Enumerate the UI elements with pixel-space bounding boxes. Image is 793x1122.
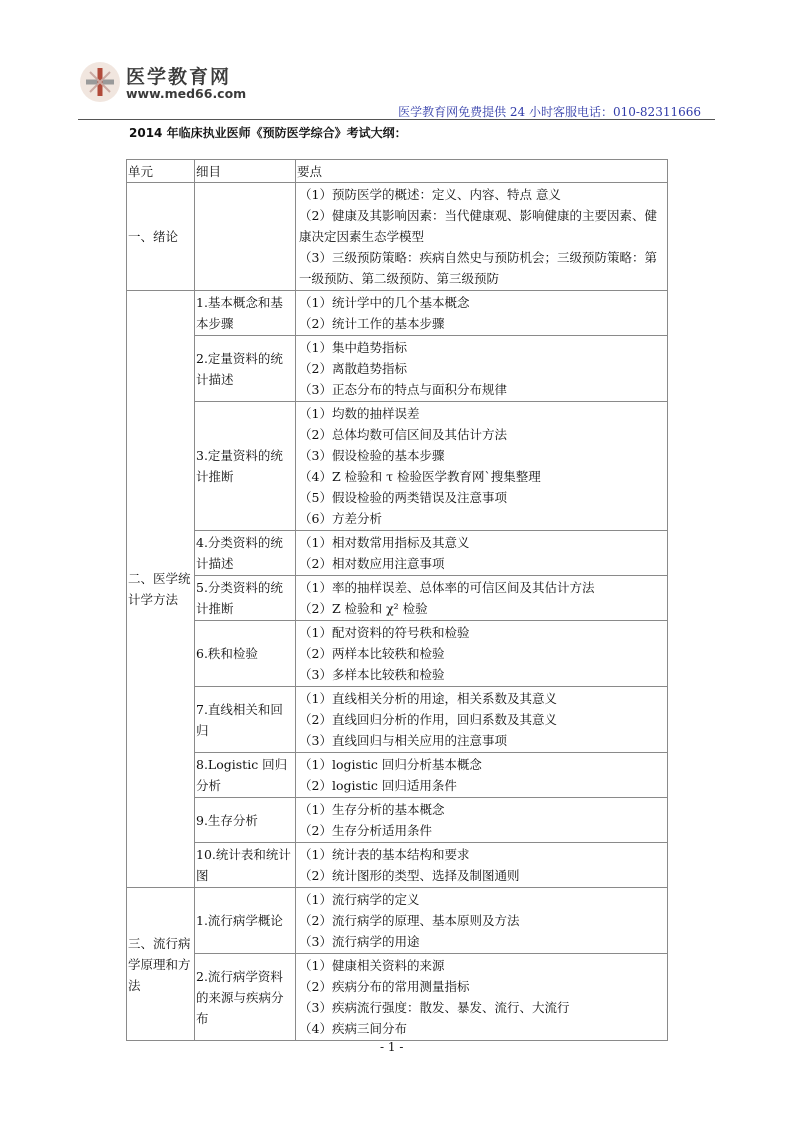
point-item: （2）Z 检验和 χ² 检验 bbox=[299, 601, 428, 616]
points-cell bbox=[296, 843, 668, 888]
point-item: （3）直线回归与相关应用的注意事项 bbox=[299, 733, 507, 748]
point-item: （2）总体均数可信区间及其估计方法 bbox=[299, 427, 507, 442]
points-cell bbox=[296, 183, 668, 291]
points-cell bbox=[296, 954, 668, 1041]
point-item: （2）健康及其影响因素：当代健康观、影响健康的主要因素、健康决定因素生态学模型 bbox=[299, 208, 657, 244]
points-cell bbox=[296, 531, 668, 576]
point-item: （4）疾病三间分布 bbox=[299, 1021, 407, 1036]
detail-cell: 2.流行病学资料的来源与疾病分布 bbox=[195, 954, 296, 1041]
site-url: www.med66.com bbox=[126, 86, 247, 101]
point-item: （2）生存分析适用条件 bbox=[299, 823, 432, 838]
table-row bbox=[127, 291, 668, 336]
detail-cell: 3.定量资料的统计推断 bbox=[195, 402, 296, 531]
point-item: （1）统计学中的几个基本概念 bbox=[299, 295, 470, 310]
unit-cell: 三、流行病学原理和方法 bbox=[127, 888, 195, 1041]
point-item: （3）流行病学的用途 bbox=[299, 934, 420, 949]
points-cell bbox=[296, 291, 668, 336]
point-item: （2）流行病学的原理、基本原则及方法 bbox=[299, 913, 520, 928]
detail-cell: 2.定量资料的统计描述 bbox=[195, 336, 296, 402]
table-row bbox=[127, 753, 668, 798]
table-row bbox=[127, 531, 668, 576]
point-item: （1）健康相关资料的来源 bbox=[299, 958, 445, 973]
medical-cross-logo-icon bbox=[78, 60, 122, 104]
point-item: （6）方差分析 bbox=[299, 511, 382, 526]
detail-cell: 6.秩和检验 bbox=[195, 621, 296, 687]
point-item: （1）率的抽样误差、总体率的可信区间及其估计方法 bbox=[299, 580, 595, 595]
table-row bbox=[127, 888, 668, 954]
points-cell bbox=[296, 798, 668, 843]
point-item: （1）相对数常用指标及其意义 bbox=[299, 535, 470, 550]
unit-cell: 二、医学统计学方法 bbox=[127, 291, 195, 888]
point-item: （2）统计工作的基本步骤 bbox=[299, 316, 445, 331]
point-item: （3）多样本比较秩和检验 bbox=[299, 667, 445, 682]
table-row bbox=[127, 576, 668, 621]
points-cell bbox=[296, 402, 668, 531]
table-header-row bbox=[127, 160, 668, 183]
point-item: （1）logistic 回归分析基本概念 bbox=[299, 757, 482, 772]
detail-cell: 10.统计表和统计图 bbox=[195, 843, 296, 888]
detail-cell: 7.直线相关和回归 bbox=[195, 687, 296, 753]
page-number: - 1 - bbox=[380, 1040, 404, 1054]
table-row bbox=[127, 954, 668, 1041]
detail-cell: 9.生存分析 bbox=[195, 798, 296, 843]
point-item: （2）logistic 回归适用条件 bbox=[299, 778, 457, 793]
points-cell bbox=[296, 888, 668, 954]
point-item: （2）直线回归分析的作用，回归系数及其意义 bbox=[299, 712, 557, 727]
point-item: （1）生存分析的基本概念 bbox=[299, 802, 445, 817]
point-item: （3）假设检验的基本步骤 bbox=[299, 448, 445, 463]
point-item: （2）疾病分布的常用测量指标 bbox=[299, 979, 470, 994]
detail-cell: 1.流行病学概论 bbox=[195, 888, 296, 954]
point-item: （3）三级预防策略：疾病自然史与预防机会；三级预防策略：第一级预防、第二级预防、第三级预防 bbox=[299, 250, 657, 286]
points-cell bbox=[296, 687, 668, 753]
point-item: （1）集中趋势指标 bbox=[299, 340, 407, 355]
table-row bbox=[127, 183, 668, 291]
site-logo bbox=[78, 58, 258, 108]
syllabus-table bbox=[126, 159, 668, 1041]
points-cell bbox=[296, 336, 668, 402]
point-item: （2）两样本比较秩和检验 bbox=[299, 646, 445, 661]
point-item: （1）统计表的基本结构和要求 bbox=[299, 847, 470, 862]
detail-cell: 5.分类资料的统计推断 bbox=[195, 576, 296, 621]
column-header: 单元 bbox=[127, 160, 195, 183]
header-contact: 医学教育网免费提供 24 小时客服电话：010-82311666 bbox=[398, 105, 701, 119]
document-title: 2014 年临床执业医师《预防医学综合》考试大纲： bbox=[129, 126, 407, 140]
detail-cell: 1.基本概念和基本步骤 bbox=[195, 291, 296, 336]
table-row bbox=[127, 621, 668, 687]
point-item: （1）配对资料的符号秩和检验 bbox=[299, 625, 470, 640]
header-divider bbox=[78, 119, 715, 120]
point-item: （2）统计图形的类型、选择及制图通则 bbox=[299, 868, 520, 883]
points-cell bbox=[296, 621, 668, 687]
point-item: （2）离散趋势指标 bbox=[299, 361, 407, 376]
detail-cell: 8.Logistic 回归分析 bbox=[195, 753, 296, 798]
point-item: （1）流行病学的定义 bbox=[299, 892, 420, 907]
unit-cell: 一、绪论 bbox=[127, 183, 195, 291]
point-item: （4）Z 检验和 τ 检验医学教育网`搜集整理 bbox=[299, 469, 541, 484]
points-cell bbox=[296, 576, 668, 621]
column-header: 细目 bbox=[195, 160, 296, 183]
detail-cell: 4.分类资料的统计描述 bbox=[195, 531, 296, 576]
point-item: （2）相对数应用注意事项 bbox=[299, 556, 445, 571]
column-header: 要点 bbox=[296, 160, 668, 183]
table-row bbox=[127, 402, 668, 531]
detail-cell bbox=[195, 183, 296, 291]
table-row bbox=[127, 798, 668, 843]
table-row bbox=[127, 687, 668, 753]
table-row bbox=[127, 336, 668, 402]
point-item: （3）正态分布的特点与面积分布规律 bbox=[299, 382, 507, 397]
points-cell bbox=[296, 753, 668, 798]
point-item: （5）假设检验的两类错误及注意事项 bbox=[299, 490, 507, 505]
site-name: 医学教育网 bbox=[126, 66, 232, 88]
point-item: （3）疾病流行强度：散发、暴发、流行、大流行 bbox=[299, 1000, 570, 1015]
point-item: （1）均数的抽样误差 bbox=[299, 406, 420, 421]
point-item: （1）直线相关分析的用途，相关系数及其意义 bbox=[299, 691, 557, 706]
point-item: （1）预防医学的概述：定义、内容、特点 意义 bbox=[299, 187, 561, 202]
table-row bbox=[127, 843, 668, 888]
